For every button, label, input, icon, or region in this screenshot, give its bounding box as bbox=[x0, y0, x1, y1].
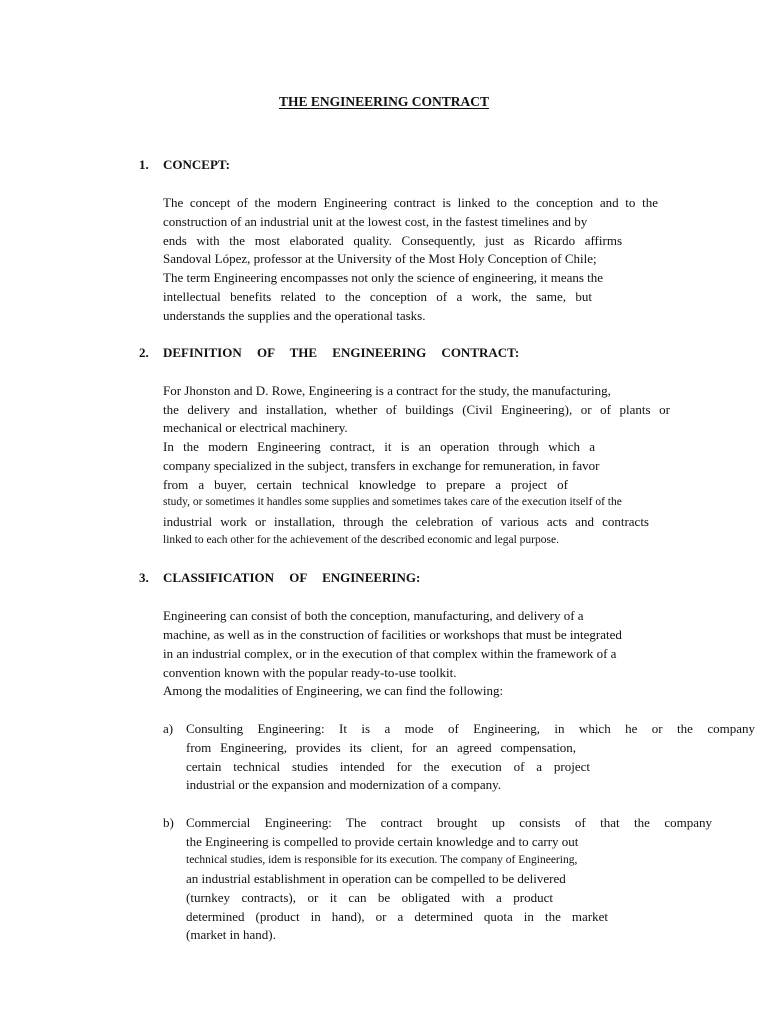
paragraph-line: from a buyer, certain technical knowledge to prepare a project of bbox=[163, 477, 568, 492]
paragraph-line: in an industrial complex, or in the execution of that complex within the framework of a bbox=[163, 646, 617, 661]
paragraph-line: Sandoval López, professor at the University of the Most Holy Conception of Chile; bbox=[163, 251, 597, 266]
paragraph-line: linked to each other for the achievement of the described economic and legal purpose. bbox=[163, 534, 559, 546]
paragraph-line: Engineering can consist of both the conception, manufacturing, and delivery of a bbox=[163, 608, 584, 623]
list-item-line: certain technical studies intended for the execution of a project bbox=[186, 759, 590, 774]
list-item-line: industrial or the expansion and modernization of a company. bbox=[186, 777, 502, 792]
list-item-line: technical studies, idem is responsible for its execution. The company of Engineering, bbox=[186, 854, 578, 866]
paragraph-line: ends with the most elaborated quality. Consequently, just as Ricardo affirms bbox=[163, 233, 622, 248]
list-item-line: Consulting Engineering: It is a mode of Engineering, in which he or the company bbox=[186, 721, 755, 736]
paragraph-line: machine, as well as in the construction of facilities or workshops that must be integrated bbox=[163, 627, 622, 642]
section-heading-classification: 3. CLASSIFICATION OF ENGINEERING: bbox=[139, 570, 421, 585]
section-heading-concept: 1. CONCEPT: bbox=[139, 157, 230, 172]
list-item-label: a) bbox=[163, 721, 174, 736]
paragraph-line: For Jhonston and D. Rowe, Engineering is a contract for the study, the manufacturing, bbox=[163, 383, 611, 398]
paragraph-line: In the modern Engineering contract, it is an operation through which a bbox=[163, 439, 595, 454]
list-item-label: b) bbox=[163, 815, 174, 830]
list-item-line: (market in hand). bbox=[186, 927, 276, 942]
paragraph-line: The term Engineering encompasses not only the science of engineering, it means the bbox=[163, 270, 604, 285]
paragraph-line: the delivery and installation, whether of buildings (Civil Engineering), or of plants or bbox=[163, 402, 670, 417]
document-title: THE ENGINEERING CONTRACT bbox=[278, 94, 490, 109]
paragraph-line: study, or sometimes it handles some supplies and sometimes takes care of the execution itself of the bbox=[163, 496, 622, 508]
paragraph-line: convention known with the popular ready-to-use toolkit. bbox=[163, 665, 457, 680]
list-item-line: from Engineering, provides its client, for an agreed compensation, bbox=[186, 740, 576, 755]
paragraph-line: The concept of the modern Engineering contract is linked to the conception and to the bbox=[163, 195, 658, 210]
paragraph-line: Among the modalities of Engineering, we can find the following: bbox=[163, 683, 504, 698]
list-item-line: determined (product in hand), or a determined quota in the market bbox=[186, 909, 608, 924]
section-heading-definition: 2. DEFINITION OF THE ENGINEERING CONTRACT: bbox=[139, 345, 520, 360]
paragraph-line: construction of an industrial unit at the lowest cost, in the fastest timelines and by bbox=[163, 214, 588, 229]
paragraph-line: company specialized in the subject, transfers in exchange for remuneration, in favor bbox=[163, 458, 600, 473]
paragraph-line: mechanical or electrical machinery. bbox=[163, 420, 348, 435]
list-item-line: the Engineering is compelled to provide certain knowledge and to carry out bbox=[186, 834, 579, 849]
paragraph-line: understands the supplies and the operational tasks. bbox=[163, 308, 426, 323]
paragraph-line: intellectual benefits related to the conception of a work, the same, but bbox=[163, 289, 592, 304]
list-item-line: (turnkey contracts), or it can be obligated with a product bbox=[186, 890, 553, 905]
list-item-line: an industrial establishment in operation can be compelled to be delivered bbox=[186, 871, 566, 886]
list-item-line: Commercial Engineering: The contract brought up consists of that the company bbox=[186, 815, 712, 830]
paragraph-line: industrial work or installation, through the celebration of various acts and contracts bbox=[163, 514, 649, 529]
